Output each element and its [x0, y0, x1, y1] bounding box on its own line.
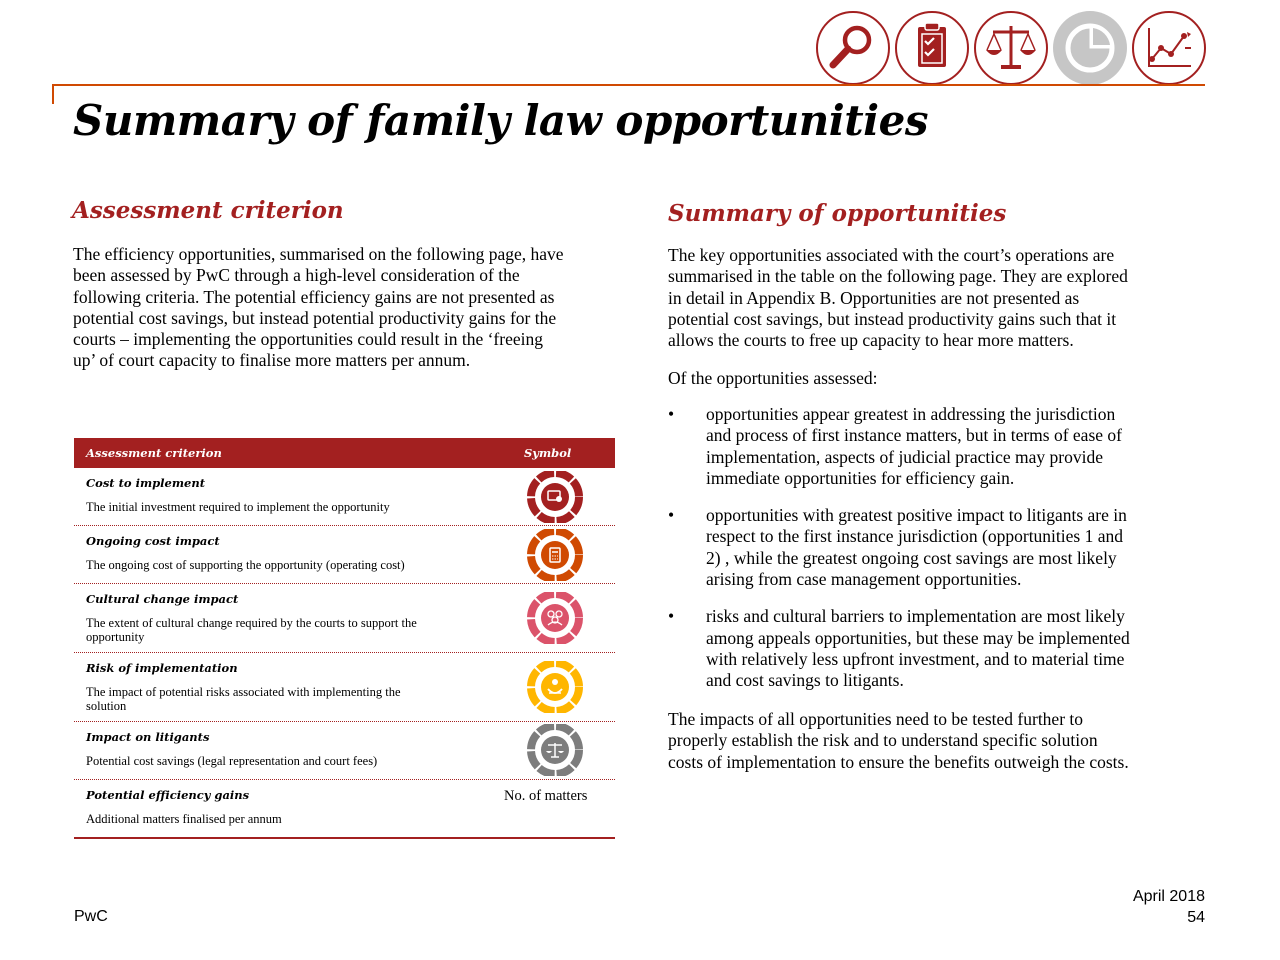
page-number: 54: [1187, 909, 1205, 926]
paragraph-line: potential cost savings, but instead productivity gains such that it: [668, 308, 1117, 329]
desc-line: Additional matters finalised per annum: [86, 812, 282, 826]
bullet-line: and cost savings to litigants.: [706, 670, 904, 691]
criterion-desc: [86, 558, 466, 572]
desc-line: The ongoing cost of supporting the opportunity (operating cost): [86, 558, 405, 572]
bullet-line: and process of first instance matters, but in terms of ease of: [706, 425, 1122, 446]
magnifier-icon: [815, 10, 887, 82]
criterion-name: Ongoing cost impact: [86, 534, 220, 548]
criterion-name: Risk of implementation: [86, 661, 238, 675]
desc-line: Potential cost savings (legal representation and court fees): [86, 754, 378, 768]
paragraph-line: allows the courts to free up capacity to hear more matters.: [668, 330, 1074, 351]
desc-line: The initial investment required to implement the opportunity: [86, 500, 390, 514]
bullet-dot: •: [668, 404, 675, 424]
criterion-desc: [86, 500, 466, 514]
paragraph-line: following criteria. The potential efficiency gains are not presented as: [73, 286, 555, 307]
scales-icon: [526, 724, 584, 776]
bullet-line: 2) , while the greatest ongoing cost savings are most likely: [706, 547, 1117, 568]
bullet-line: respect to the first instance jurisdiction (opportunities 1 and: [706, 526, 1123, 547]
money-hand-icon: [526, 471, 584, 523]
table-row: [74, 584, 615, 653]
desc-line: The impact of potential risks associated with implementing the: [86, 685, 401, 699]
paragraph-line: potential cost savings, but instead potential productivity gains for the: [73, 307, 557, 328]
table-row: [74, 653, 615, 722]
criterion-name: Cost to implement: [86, 476, 206, 490]
people-group-icon: [526, 592, 584, 644]
paragraph-line: up’ of court capacity to finalise more matters per annum.: [73, 350, 471, 371]
criterion-name: Cultural change impact: [86, 592, 239, 606]
bullet-dot: •: [668, 505, 675, 526]
criterion-desc: [86, 616, 466, 644]
bullet-line: implementation, aspects of judicial practice may provide: [706, 446, 1104, 467]
header-rule: [52, 84, 1205, 86]
closing-paragraph: [668, 709, 1208, 773]
criterion-desc: [86, 812, 466, 826]
assessment-criterion-heading: Assessment criterion: [72, 197, 344, 224]
summary-intro: [668, 245, 1208, 351]
bullet-line: arising from case management opportunities.: [706, 569, 1022, 590]
bullet-line: with relatively less upfront investment, and to material time: [706, 648, 1125, 669]
paragraph-line: courts – implementing the opportunities could result in the ‘freeing: [73, 329, 543, 350]
desc-line: The extent of cultural change required by the courts to support the: [86, 616, 417, 630]
paragraph-line: The impacts of all opportunities need to be tested further to: [668, 709, 1084, 729]
bullet-line: immediate opportunities for efficiency gain.: [706, 467, 1015, 488]
bullet-line: among appeals opportunities, but these may be implemented: [706, 627, 1130, 648]
bullet-line: risks and cultural barriers to implementation are most likely: [706, 606, 1125, 627]
paragraph-line: costs of implementation to ensure the benefits outweigh the costs.: [668, 751, 1129, 772]
table-row: [74, 468, 615, 526]
summary-heading: Summary of opportunities: [668, 200, 1007, 227]
paragraph-line: The key opportunities associated with the court’s operations are: [668, 245, 1115, 265]
header-criterion: Assessment criterion: [86, 446, 222, 460]
footer-meta: [1133, 886, 1205, 928]
header-rule-tick: [52, 84, 54, 104]
assessed-intro: Of the opportunities assessed:: [668, 368, 878, 388]
table-row: [74, 722, 615, 780]
criteria-table: [74, 438, 615, 839]
paragraph-line: properly establish the risk and to understand specific solution: [668, 730, 1098, 751]
bullet-line: opportunities with greatest positive impact to litigants are in: [706, 505, 1127, 526]
pie-chart-icon: [1052, 10, 1124, 82]
footer-date: April 2018: [1132, 888, 1205, 905]
line-chart-icon: [1131, 10, 1203, 82]
criterion-desc: [86, 685, 466, 713]
risk-person-icon: [526, 661, 584, 713]
criterion-desc: [86, 754, 466, 768]
list-item: [668, 404, 1198, 489]
list-item: [668, 505, 1198, 590]
scales-icon: [973, 10, 1045, 82]
paragraph-line: The efficiency opportunities, summarised on the following page, have: [73, 244, 564, 264]
symbol-text: No. of matters: [504, 788, 588, 804]
clipboard-checklist-icon: [894, 10, 966, 82]
assessment-paragraph: [73, 244, 623, 372]
list-item: [668, 606, 1198, 691]
desc-line: solution: [86, 699, 127, 713]
desc-line: opportunity: [86, 630, 145, 644]
table-row: [74, 526, 615, 584]
bullet-dot: •: [668, 606, 675, 627]
table-row: [74, 780, 615, 839]
paragraph-line: been assessed by PwC through a high-level consideration of the: [73, 265, 520, 286]
paragraph-line: in detail in Appendix B. Opportunities are not presented as: [668, 287, 1080, 308]
paragraph-line: summarised in the table on the following page. They are explored: [668, 266, 1128, 287]
bullet-line: opportunities appear greatest in addressing the jurisdiction: [706, 404, 1116, 424]
table-header: [74, 438, 615, 468]
page-title: Summary of family law opportunities: [73, 96, 928, 145]
header-symbol: Symbol: [524, 446, 572, 460]
calculator-icon: [526, 529, 584, 581]
footer-brand: PwC: [74, 908, 108, 925]
opportunity-bullets: [668, 404, 1198, 708]
criterion-name: Potential efficiency gains: [86, 788, 250, 802]
criterion-name: Impact on litigants: [86, 730, 210, 744]
